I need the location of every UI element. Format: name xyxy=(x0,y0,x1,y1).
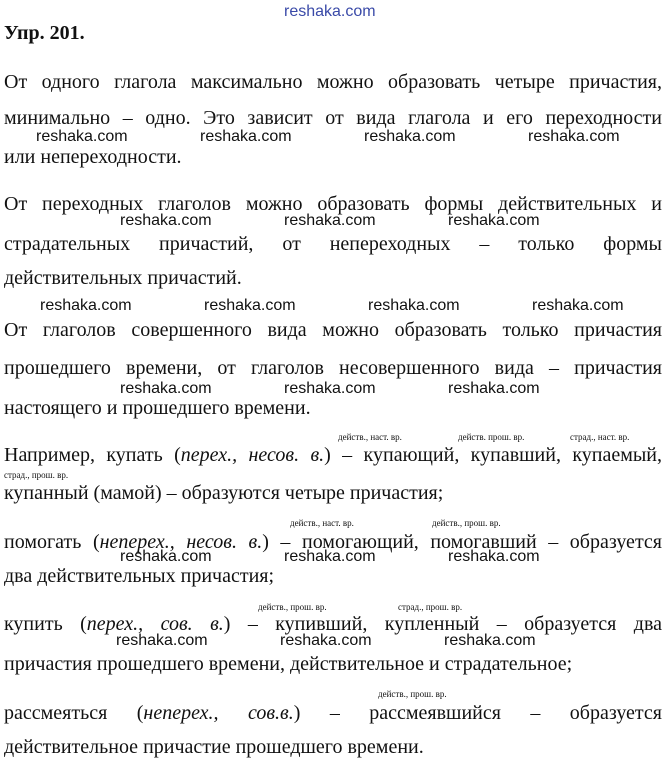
example-4-verb: рассмеяться ( xyxy=(4,702,144,724)
grammar-annotation: действ., прош. вр. xyxy=(432,518,501,528)
grammar-annotation: страд., наст. вр. xyxy=(570,432,630,442)
watermark: reshaka.com xyxy=(528,128,620,145)
exercise-title: Упр. 201. xyxy=(4,22,85,44)
example-4-line-1 xyxy=(4,701,662,725)
watermark: reshaka.com xyxy=(532,297,624,314)
watermark: reshaka.com xyxy=(280,632,372,649)
example-1-line-1 xyxy=(4,443,662,467)
grammar-annotation: страд., прош. вр. xyxy=(398,602,463,612)
paragraph-3-line-3: настоящего и прошедшего времени. xyxy=(4,397,311,419)
paragraph-2-line-3: действительных причастий. xyxy=(4,267,242,289)
paragraph-3-line-1: От глаголов совершенного вида можно образовать только причастия xyxy=(4,319,662,341)
grammar-annotation: действ. прош. вр. xyxy=(458,432,525,442)
watermark: reshaka.com xyxy=(40,297,132,314)
example-3-verb: купить ( xyxy=(4,613,87,635)
watermark: reshaka.com xyxy=(204,297,296,314)
example-1-line-2: купанный (мамой) – образуются четыре причастия; xyxy=(4,482,444,504)
watermark-top: reshaka.com xyxy=(284,3,376,20)
example-3-line-2: причастия прошедшего времени, действительное и страдательное; xyxy=(4,653,573,675)
watermark: reshaka.com xyxy=(448,380,540,397)
watermark: reshaka.com xyxy=(120,212,212,229)
watermark: reshaka.com xyxy=(364,128,456,145)
watermark: reshaka.com xyxy=(120,380,212,397)
grammar-annotation: действ., наст. вр. xyxy=(338,432,402,442)
watermark: reshaka.com xyxy=(448,212,540,229)
example-4-grammar: неперех., сов.в. xyxy=(143,702,294,724)
watermark: reshaka.com xyxy=(116,632,208,649)
grammar-annotation: действ., прош. вр. xyxy=(378,689,447,699)
example-3-grammar: перех., сов. в. xyxy=(86,613,224,635)
watermark: reshaka.com xyxy=(120,548,212,565)
watermark: reshaka.com xyxy=(284,212,376,229)
example-2-forms: ) – помогающий, помогавший – образуется xyxy=(262,531,662,553)
example-4-forms: ) – рассмеявшийся – образуется xyxy=(293,702,662,724)
paragraph-2-line-1: От переходных глаголов можно образовать формы действительных и xyxy=(4,193,662,215)
paragraph-3-line-2: прошедшего времени, от глаголов несовершенного вида – причастия xyxy=(4,357,662,379)
watermark: reshaka.com xyxy=(444,632,536,649)
example-1-verb: Например, купать ( xyxy=(4,444,181,466)
example-2-line-2: два действительных причастия; xyxy=(4,565,275,587)
grammar-annotation: страд., прош. вр. xyxy=(4,470,69,480)
example-1-grammar: перех., несов. в. xyxy=(180,444,325,466)
grammar-annotation: действ., наст. вр. xyxy=(290,518,354,528)
paragraph-1-line-2: минимально – одно. Это зависит от вида глагола и его переходности xyxy=(4,107,662,129)
watermark: reshaka.com xyxy=(448,548,540,565)
example-1-forms: ) – купающий, купавший, купаемый, xyxy=(324,444,663,466)
watermark: reshaka.com xyxy=(200,128,292,145)
paragraph-1-line-1: От одного глагола максимально можно образовать четыре причастия, xyxy=(4,71,662,93)
watermark: reshaka.com xyxy=(368,297,460,314)
example-3-forms: ) – купивший, купленный – образуется два xyxy=(223,613,663,635)
example-2-grammar: неперех., несов. в. xyxy=(99,531,263,553)
grammar-annotation: действ., прош. вр. xyxy=(258,602,327,612)
watermark: reshaka.com xyxy=(36,128,128,145)
example-2-verb: помогать ( xyxy=(4,531,100,553)
paragraph-2-line-2: страдательных причастий, от непереходных – только формы xyxy=(4,233,662,255)
watermark: reshaka.com xyxy=(284,380,376,397)
watermark: reshaka.com xyxy=(284,548,376,565)
example-4-line-2: действительное причастие прошедшего времени. xyxy=(4,736,424,758)
paragraph-1-line-3: или непереходности. xyxy=(4,146,182,168)
